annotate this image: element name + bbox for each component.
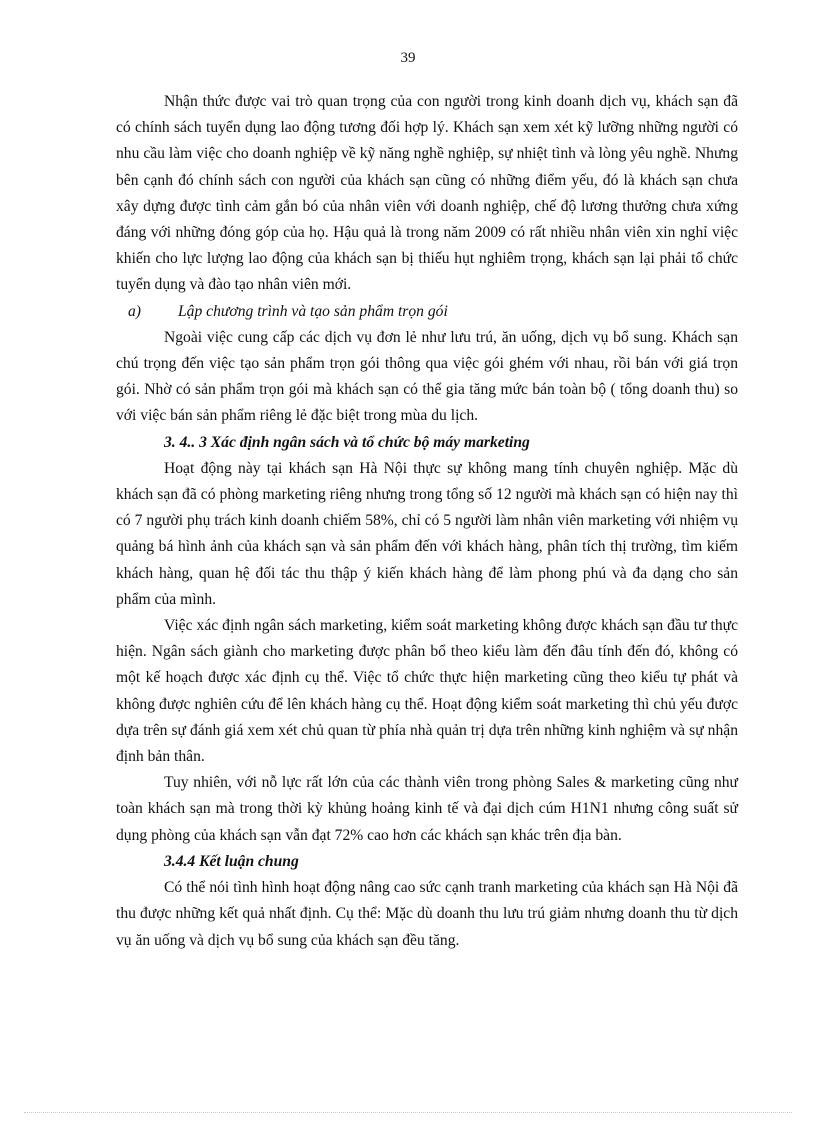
list-item-package-products — [116, 299, 738, 325]
paragraph-conclusion: Có thể nói tình hình hoạt động nâng cao sức cạnh tranh marketing của khách sạn Hà Nội đã thu được những kết quả nhất định. Cụ thể: Mặc dù doanh thu lưu trú giảm nhưng doanh thu từ dịch vụ ăn uống và dịch vụ bổ sung của khách sạn đều tăng. — [116, 879, 738, 949]
page-number: 39 — [400, 50, 416, 66]
paragraph-room-occupancy: Tuy nhiên, với nỗ lực rất lớn của các thành viên trong phòng Sales & marketing cũng như toàn khách sạn mà trong thời kỳ khủng hoảng kinh tế và đại dịch cúm H1N1 nhưng công suất sử dụng phòng của khách sạn vẫn đạt 72% cao hơn các khách sạn khác trên địa bàn. — [116, 774, 738, 844]
page-content — [116, 89, 738, 954]
page-bottom-divider — [24, 1112, 792, 1113]
list-item-letter: a) — [128, 302, 141, 320]
paragraph-human-resources: Nhận thức được vai trò quan trọng của con người trong kinh doanh dịch vụ, khách sạn đã có chính sách tuyển dụng lao động tương đối hợp lý. Khách sạn xem xét kỹ lưỡng những người có nhu cầu làm việc cho doanh nghiệp về kỹ năng nghề nghiệp, sự nhiệt tình và lòng yêu nghề. Nhưng bên cạnh đó chính sách con người của khách sạn cũng có những điểm yếu, đó là khách sạn chưa xây dựng được tình cảm gắn bó của nhân viên với doanh nghiệp, chế độ lương thưởng chưa xứng đáng với những đóng góp của họ. Hậu quả là trong năm 2009 có rất nhiều nhân viên xin nghỉ việc khiến cho lực lượng lao động của khách sạn bị thiếu hụt nghiêm trọng, khách sạn lại phải tổ chức tuyển dụng và đào tạo nhân viên mới. — [116, 93, 738, 294]
paragraph-package-products: Ngoài việc cung cấp các dịch vụ đơn lẻ như lưu trú, ăn uống, dịch vụ bổ sung. Khách sạn chú trọng đến việc tạo sản phẩm trọn gói thông qua việc gói ghém với nhau, rồi bán với giá trọn gói. Nhờ có sản phẩm trọn gói mà khách sạn có thể gia tăng mức bán toàn bộ ( tổng doanh thu) so với việc bán sản phẩm riêng lẻ đặc biệt trong mùa du lịch. — [116, 328, 738, 425]
paragraph-marketing-budget: Việc xác định ngân sách marketing, kiểm soát marketing không được khách sạn đầu tư thực hiện. Ngân sách giành cho marketing được phân bổ theo kiểu làm đến đâu tính đến đó, không có một kế hoạch được xác định cụ thể. Việc tổ chức thực hiện marketing cũng theo kiểu tự phát và không được nghiên cứu để lên khách hàng cụ thể. Hoạt động kiểm soát marketing thì chủ yếu được dựa trên sự đánh giá xem xét chủ quan từ phía nhà quản trị dựa trên những kinh nghiệm và sự nhận định bản thân. — [116, 617, 738, 766]
paragraph-marketing-department: Hoạt động này tại khách sạn Hà Nội thực sự không mang tính chuyên nghiệp. Mặc dù khách sạn đã có phòng marketing riêng nhưng trong tổng số 12 người mà khách sạn có hiện nay thì có 7 người phụ trách kinh doanh chiếm 58%, chỉ có 5 người làm nhân viên marketing với nhiệm vụ quảng bá hình ảnh của khách sạn và sản phẩm đến với khách hàng, phân tích thị trường, tìm kiếm khách hàng, quan hệ đối tác thu thập ý kiến khách hàng để làm phong phú và đa dạng cho sản phẩm của mình. — [116, 459, 738, 608]
section-heading-conclusion: 3.4.4 Kết luận chung — [164, 852, 299, 870]
list-item-title: Lập chương trình và tạo sản phẩm trọn gói — [178, 302, 448, 320]
section-heading-marketing-budget: 3. 4.. 3 Xác định ngân sách và tổ chức bộ máy marketing — [164, 433, 530, 451]
